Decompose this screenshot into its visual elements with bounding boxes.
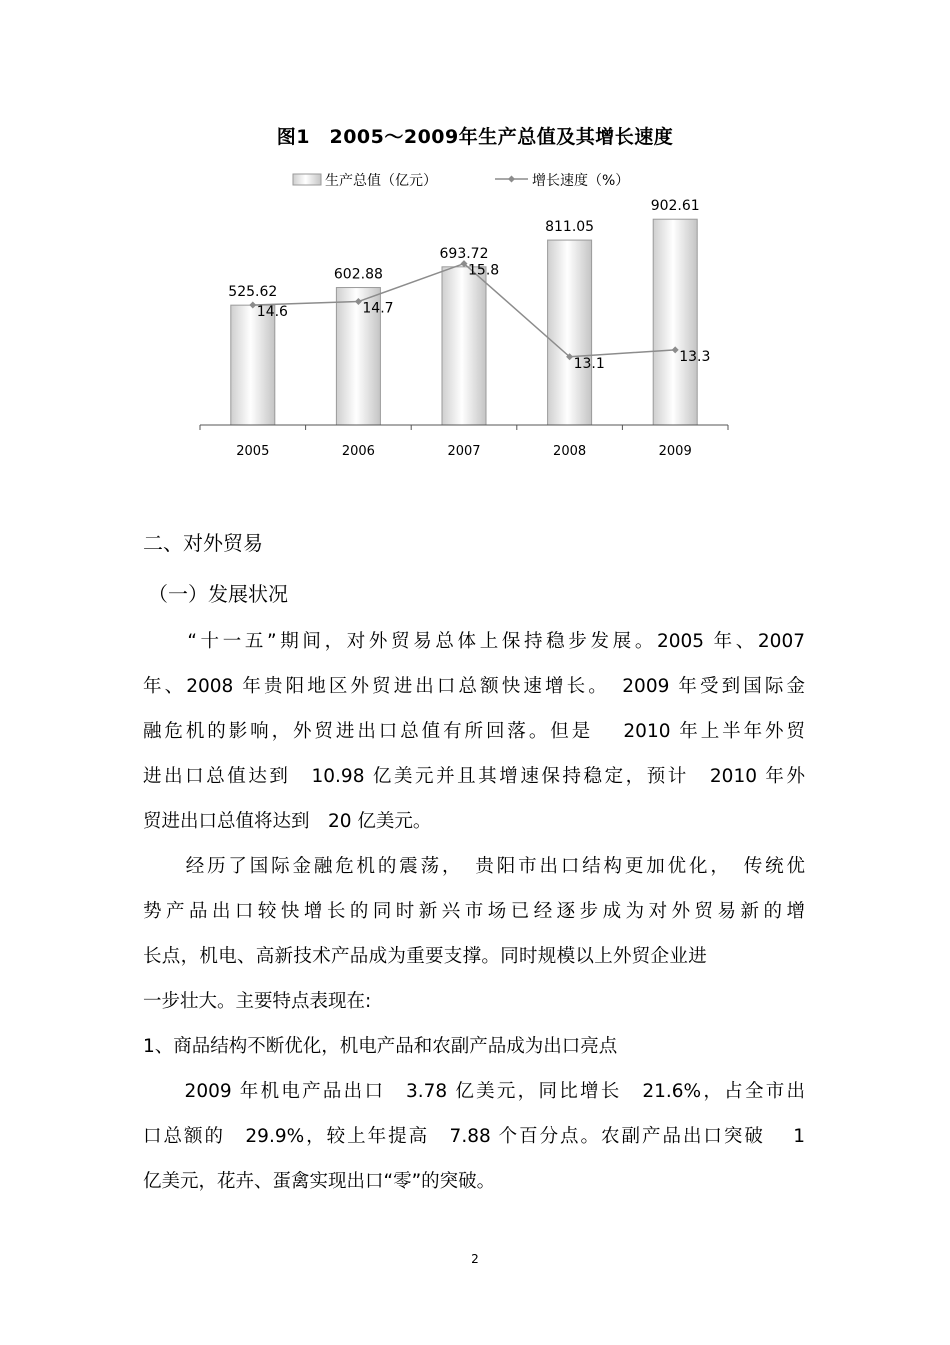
x-tick-label-2007: 2007 [447, 444, 481, 459]
bar-label-2009: 902.61 [650, 198, 700, 215]
bar-2007 [442, 267, 486, 425]
bar-label-2008: 811.05 [545, 219, 595, 236]
chart-legend [293, 172, 629, 189]
growth-label-2007: 15.8 [468, 262, 500, 279]
paragraph-line: 势产品出口较快增长的同时新兴市场已经逐步成为对外贸易新的增 [143, 901, 805, 922]
x-tick-label-2009: 2009 [658, 444, 692, 459]
growth-label-2009: 13.3 [679, 348, 711, 365]
paragraph-2 [143, 844, 805, 1024]
bar-label-2005: 525.62 [228, 284, 278, 301]
x-tick-label-2005: 2005 [236, 444, 270, 459]
bar-2009 [653, 219, 697, 425]
paragraph-line: “十一五”期间，对外贸易总体上保持稳步发展。2005 年、2007 [143, 631, 805, 652]
bar-label-2006: 602.88 [333, 266, 383, 283]
paragraph-4 [143, 1069, 805, 1204]
paragraph-3 [143, 1024, 805, 1069]
bar-2008 [548, 240, 592, 425]
growth-label-2005: 14.6 [256, 304, 288, 320]
gdp-chart [0, 160, 950, 480]
legend-bar-swatch [293, 174, 321, 185]
paragraph-line: 亿美元，花卉、蛋禽实现出口“零”的突破。 [143, 1171, 496, 1192]
paragraph-1 [143, 619, 805, 844]
chart-title: 图1 2005～2009年生产总值及其增长速度 [276, 126, 674, 148]
legend-bar-label: 生产总值（亿元） [325, 173, 437, 189]
growth-label-2006: 14.7 [362, 300, 394, 317]
paragraph-line: 经历了国际金融危机的震荡， 贵阳市出口结构更加优化， 传统优 [143, 856, 805, 877]
paragraph-line: 年、2008 年贵阳地区外贸进出口总额快速增长。 2009 年受到国际金 [143, 676, 805, 697]
x-tick-label-2006: 2006 [341, 444, 375, 459]
section-subheading: （一）发展状况 [148, 582, 288, 606]
section-heading: 二、对外贸易 [143, 531, 263, 555]
paragraph-line: 2009 年机电产品出口 3.78 亿美元，同比增长 21.6%，占全市出 [143, 1081, 805, 1102]
paragraph-line: 1、商品结构不断优化，机电产品和农副产品成为出口亮点 [143, 1036, 618, 1057]
paragraph-line: 长点，机电、高新技术产品成为重要支撑。同时规模以上外贸企业进 [143, 946, 708, 967]
paragraph-line: 一步壮大。主要特点表现在: [143, 991, 372, 1012]
bar-2005 [231, 305, 275, 425]
paragraph-line: 口总额的 29.9%，较上年提高 7.88 个百分点。农副产品出口突破 1 [143, 1126, 805, 1147]
paragraph-line: 贸进出口总值将达到 20 亿美元。 [143, 811, 432, 832]
legend-line-marker [508, 176, 515, 183]
page-number: 2 [471, 1252, 479, 1266]
x-tick-label-2008: 2008 [553, 444, 587, 459]
growth-label-2008: 13.1 [573, 355, 605, 372]
bar-label-2007: 693.72 [439, 245, 489, 262]
legend-line-label: 增长速度（%） [532, 173, 630, 189]
paragraph-line: 融危机的影响，外贸进出口总值有所回落。但是 2010 年上半年外贸 [143, 721, 805, 742]
paragraph-line: 进出口总值达到 10.98 亿美元并且其增速保持稳定，预计 2010 年外 [143, 766, 805, 787]
